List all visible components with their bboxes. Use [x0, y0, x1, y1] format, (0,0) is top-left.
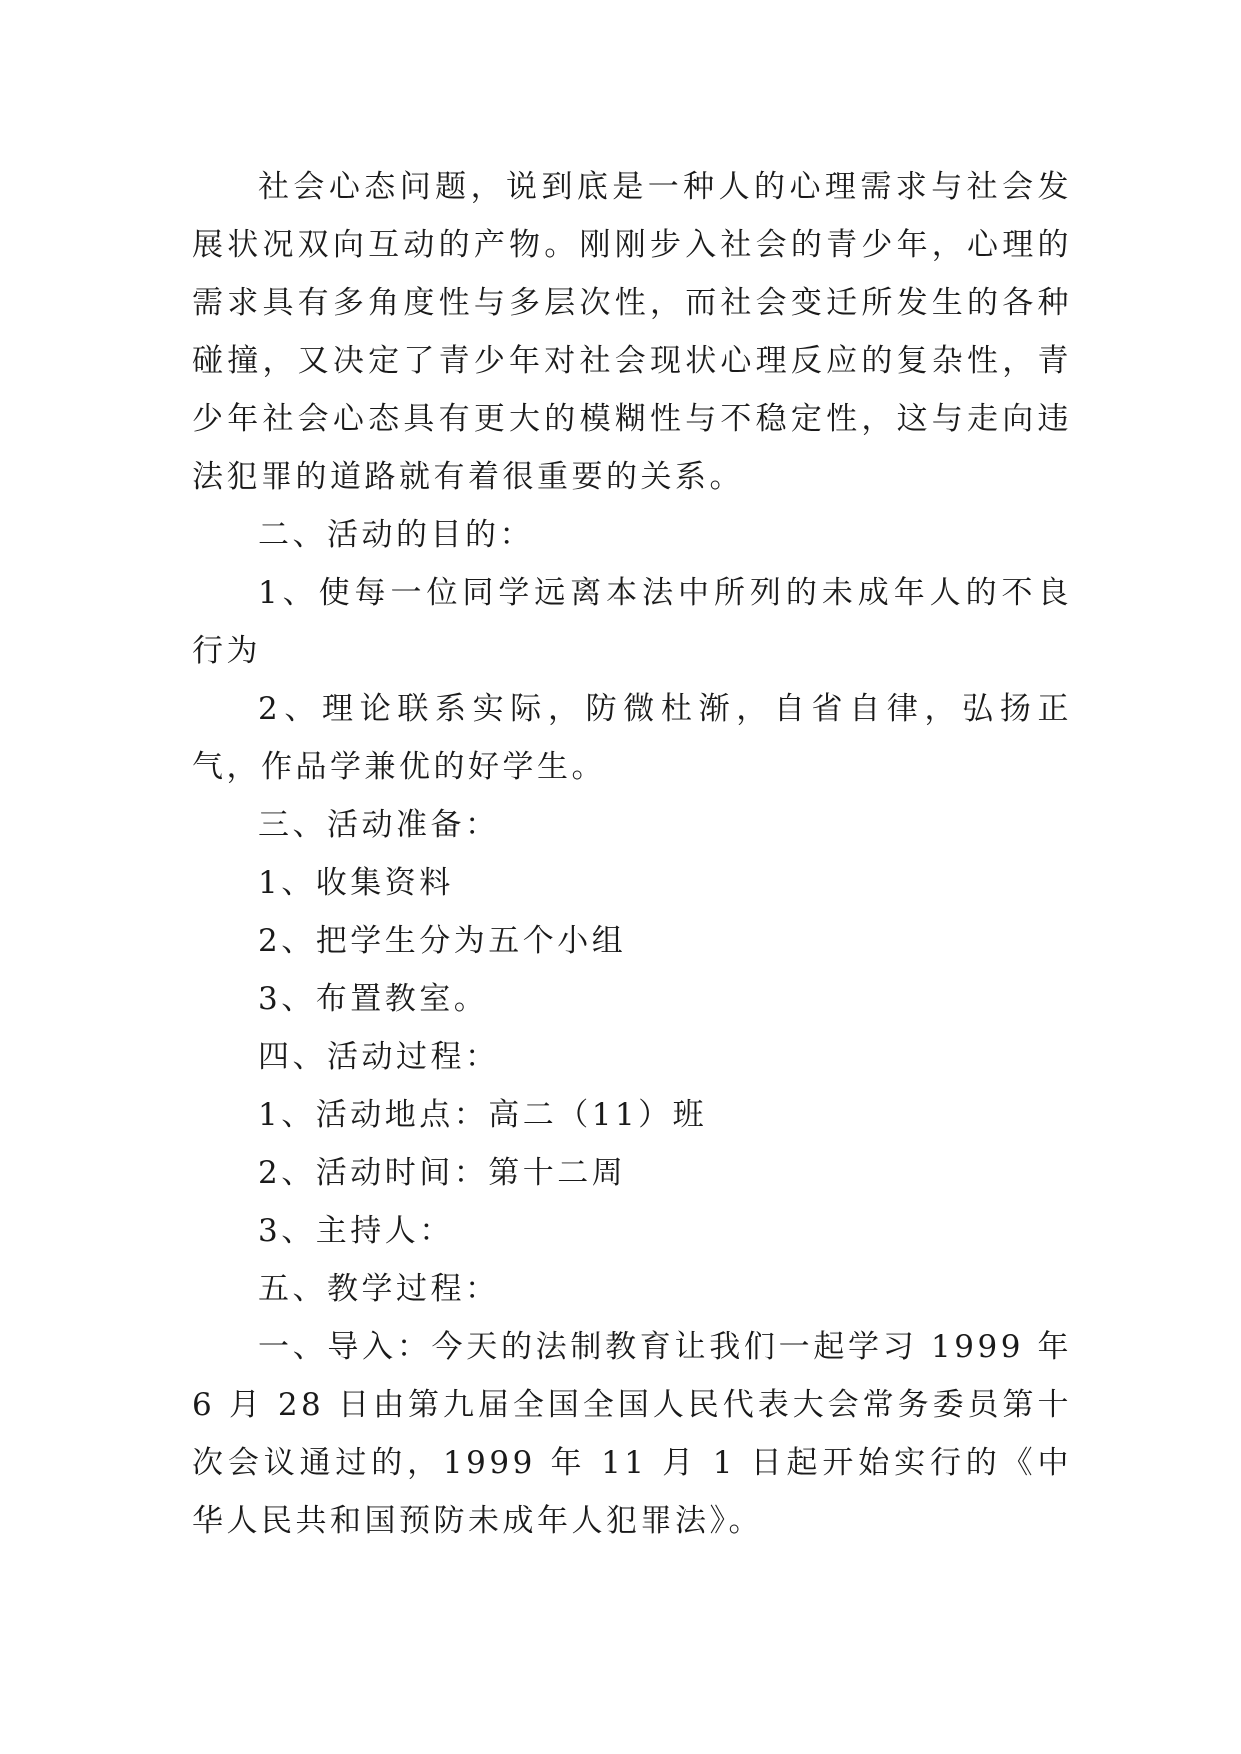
- heading-teaching-process: 五、教学过程：: [258, 1271, 500, 1307]
- purpose-item-2: 2、理论联系实际，防微杜渐，自省自律，弘扬正气，作品学兼优的好学生。: [192, 691, 1072, 785]
- preparation-item-1: 1、收集资料: [258, 865, 454, 901]
- paragraph-social-mentality: 社会心态问题，说到底是一种人的心理需求与社会发展状况双向互动的产物。刚刚步入社会的青少年，心理的需求具有多角度性与多层次性，而社会变迁所发生的各种碰撞，又决定了青少年对社会现状心理反应的复杂性，青少年社会心态具有更大的模糊性与不稳定性，这与走向违法犯罪的道路就有着很重要的关系。: [192, 169, 1072, 495]
- process-item-time: 2、活动时间：第十二周: [258, 1155, 627, 1191]
- process-item-location: 1、活动地点：高二（11）班: [258, 1097, 708, 1133]
- preparation-item-3: 3、布置教室。: [258, 981, 489, 1017]
- preparation-item-2: 2、把学生分为五个小组: [258, 923, 627, 959]
- document-body: [192, 158, 1072, 1550]
- purpose-item-1: 1、使每一位同学远离本法中所列的未成年人的不良行为: [192, 575, 1072, 669]
- heading-activity-process: 四、活动过程：: [258, 1039, 500, 1075]
- heading-activity-preparation: 三、活动准备：: [258, 807, 500, 843]
- process-item-host: 3、主持人：: [258, 1213, 454, 1249]
- heading-activity-purpose: 二、活动的目的：: [258, 517, 534, 553]
- paragraph-introduction: 一、导入：今天的法制教育让我们一起学习 1999 年 6 月 28 日由第九届全国全国人民代表大会常务委员第十次会议通过的，1999 年 11 月 1 日起开始实行的《中华人民共和国预防未成年人犯罪法》。: [192, 1329, 1072, 1539]
